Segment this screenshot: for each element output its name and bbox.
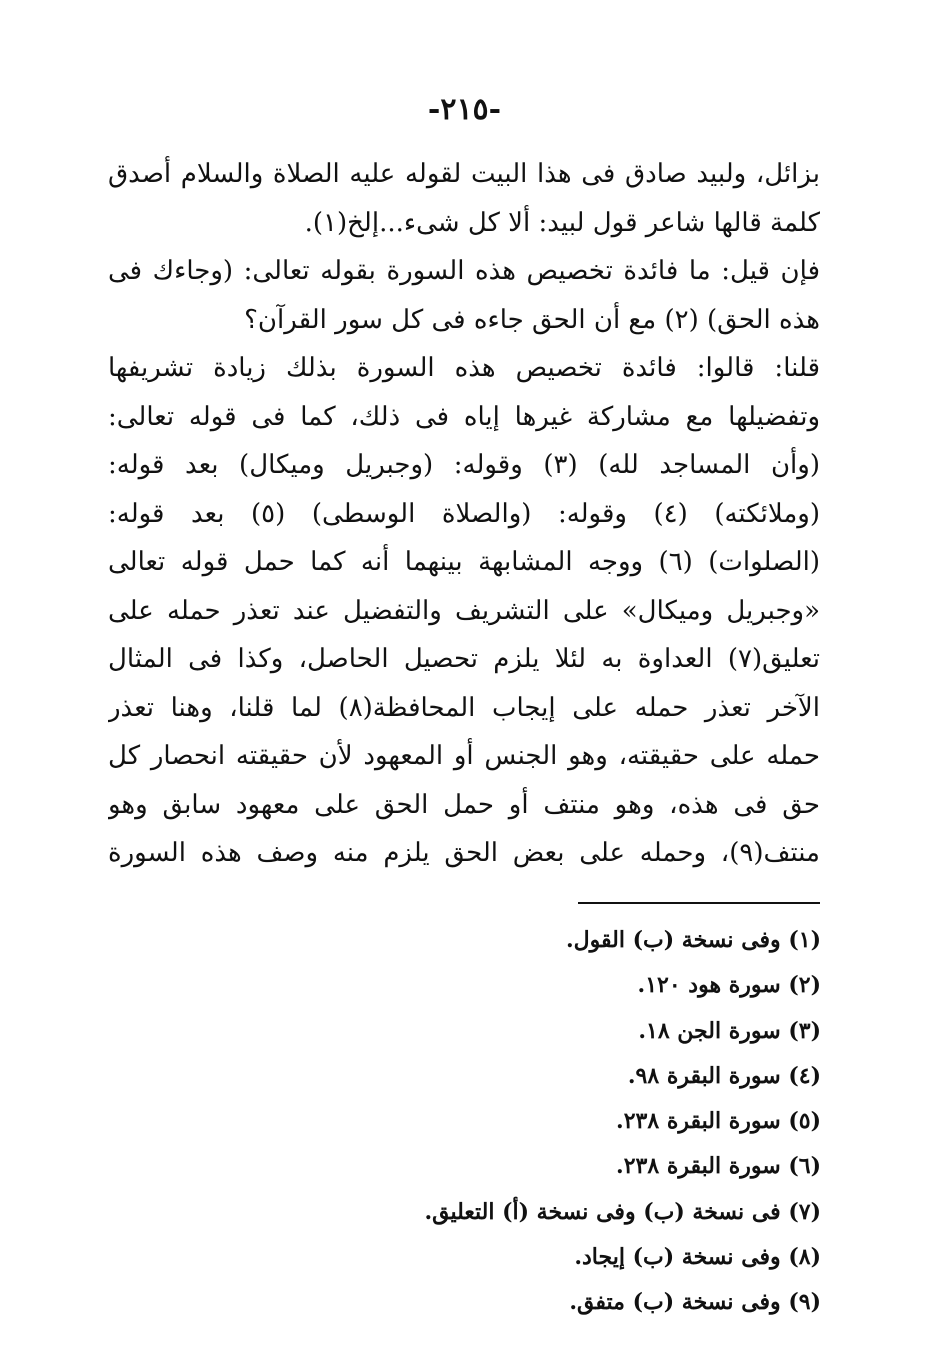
footnote: (٩) وفى نسخة (ب) متفق. [569,1289,821,1316]
footnotes [261,918,821,1326]
text-line: قلنا: قالوا: فائدة تخصيص هذه السورة بذلك زيادة تشريفها [108,353,820,383]
text-line: فإن قيل: ما فائدة تخصيص هذه السورة بقوله تعالى: (وجاءك فى [108,256,820,286]
text-line: (وأن المساجد لله) (٣) وقوله: (وجبريل وميكال) بعد قوله: [108,450,820,480]
footnote: (١) وفى نسخة (ب) القول. [565,927,821,953]
footnote-divider [578,902,820,904]
text-line: حمله على حقيقته، وهو الجنس أو المعهود لأن حقيقته انحصار كل [108,741,820,771]
text-line: كلمة قالها شاعر قول لبيد: ألا كل شىء...إلخ(١). [304,207,820,238]
text-line: «وجبريل وميكال» على التشريف والتفضيل عند تعذر حمله على [108,595,820,626]
text-line: (الصلوات) (٦) ووجه المشابهة بينهما أنه كما حمل قوله تعالى [108,547,820,577]
footnote: (٢) سورة هود ١٢٠. [637,972,821,999]
footnote: (٧) فى نسخة (ب) وفى نسخة (أ) التعليق. [424,1198,821,1225]
text-line: هذه الحق) (٢) مع أن الحق جاءه فى كل سور القرآن؟ [244,304,820,335]
text-line: الآخر تعذر حمله على إيجاب المحافظة(٨) لما قلنا، وهنا تعذر [108,692,820,723]
footnote: (٣) سورة الجن ١٨. [638,1017,821,1044]
text-line: (وملائكته) (٤) وقوله: (والصلاة الوسطى) (٥) بعد قوله: [108,498,820,529]
text-line: وتفضيلها مع مشاركة غيرها إياه فى ذلك، كما فى قوله تعالى: [108,401,820,432]
text-line: تعليق(٧) العداوة به لئلا يلزم تحصيل الحاصل، وكذا فى المثال [108,644,820,674]
text-line: بزائل، ولبيد صادق فى هذا البيت لقوله عليه الصلاة والسلام أصدق [108,159,820,189]
text-line: منتف(٩)، وحمله على بعض الحق يلزم منه وصف هذه السورة [108,838,820,868]
body-text [108,150,820,878]
page-number: -٢١٥- [427,92,502,127]
text-line: حق فى هذه، وهو منتف أو حمل الحق على معهود سابق وهو [108,789,820,820]
footnote: (٦) سورة البقرة ٢٣٨. [616,1153,821,1180]
footnote: (٥) سورة البقرة ٢٣٨. [616,1108,821,1135]
footnote: (٨) وفى نسخة (ب) إيجاد. [574,1244,821,1271]
footnote: (٤) سورة البقرة ٩٨. [627,1062,821,1089]
